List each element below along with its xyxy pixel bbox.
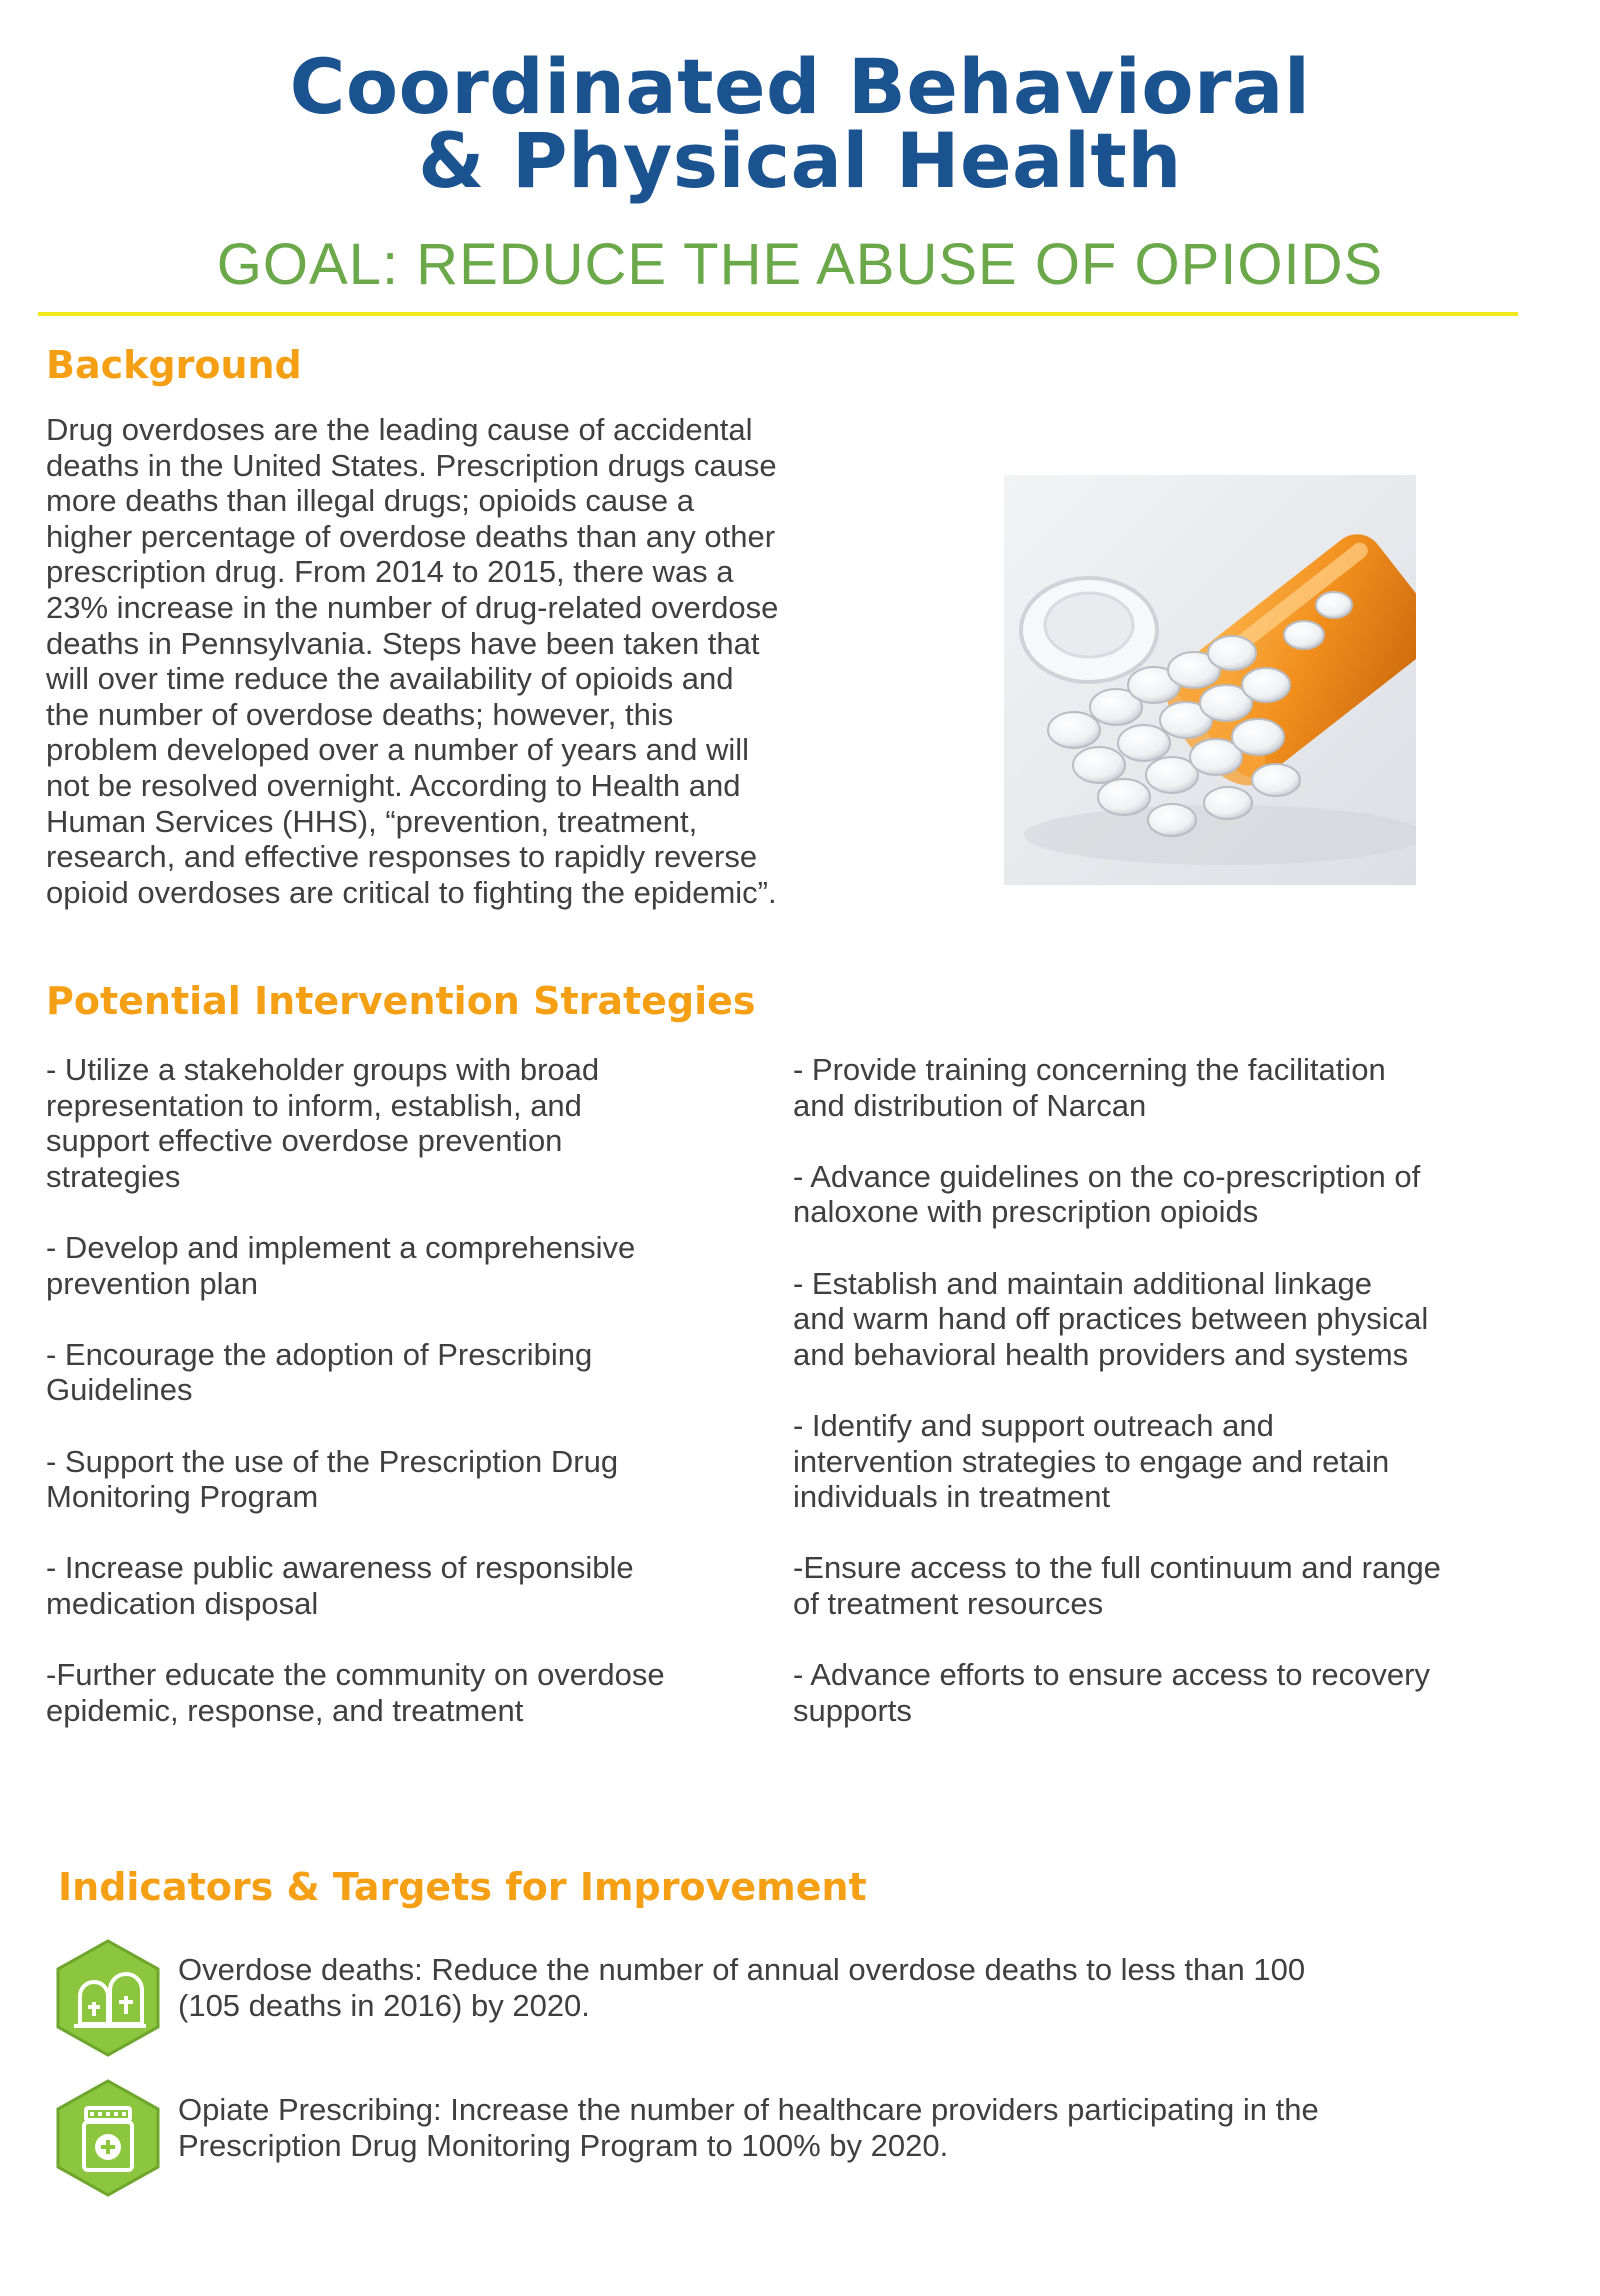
text-line: and behavioral health providers and systems <box>793 1336 1409 1372</box>
text-line: not be resolved overnight. According to Health and <box>46 767 741 803</box>
title-line-1: Coordinated Behavioral <box>289 42 1311 131</box>
text-line: support effective overdose prevention <box>46 1123 563 1159</box>
strategy-item <box>793 1408 1553 1515</box>
text-line: Overdose deaths: Reduce the number of annual overdose deaths to less than 100 <box>178 1952 1306 1987</box>
text-line: and distribution of Narcan <box>793 1087 1147 1123</box>
text-line: - Establish and maintain additional linkage <box>793 1265 1373 1301</box>
strategy-item <box>46 1444 776 1515</box>
text-line: deaths in the United States. Prescription drugs cause <box>46 447 777 483</box>
indicator-overdose-deaths <box>52 1938 1552 2058</box>
strategy-item <box>46 1657 776 1728</box>
text-line: supports <box>793 1692 912 1728</box>
strategy-item <box>46 1550 776 1621</box>
text-line: - Develop and implement a comprehensive <box>46 1229 636 1265</box>
text-line: the number of overdose deaths; however, this <box>46 696 674 732</box>
indicator-text <box>178 1952 1548 2023</box>
text-line: 23% increase in the number of drug-related overdose <box>46 589 779 625</box>
text-line: intervention strategies to engage and retain <box>793 1443 1390 1479</box>
strategy-item <box>46 1337 776 1408</box>
pill-bottle-icon <box>52 2078 164 2198</box>
text-line: - Identify and support outreach and <box>793 1407 1274 1443</box>
strategies-left-list <box>46 1052 776 1764</box>
text-line: will over time reduce the availability of opioids and <box>46 661 734 697</box>
text-line: Human Services (HHS), “prevention, treatment, <box>46 803 698 839</box>
strategies-heading: Potential Intervention Strategies <box>46 979 756 1023</box>
text-line: opioid overdoses are critical to fighting the epidemic”. <box>46 874 777 910</box>
text-line: strategies <box>46 1158 181 1194</box>
text-line: research, and effective responses to rapidly reverse <box>46 839 758 875</box>
indicators-heading: Indicators & Targets for Improvement <box>58 1865 867 1909</box>
text-line: Opiate Prescribing: Increase the number of healthcare providers participating in the <box>178 2092 1319 2127</box>
goal-subtitle: GOAL: REDUCE THE ABUSE OF OPIOIDS <box>216 232 1384 297</box>
pill-bottle-photo <box>1004 475 1416 885</box>
spilled-pills-image <box>1004 475 1416 885</box>
strategy-item <box>793 1657 1553 1728</box>
strategy-item <box>46 1052 776 1194</box>
text-line: Monitoring Program <box>46 1479 319 1515</box>
indicator-text <box>178 2092 1548 2163</box>
strategy-item <box>793 1266 1553 1373</box>
text-line: and warm hand off practices between physical <box>793 1301 1429 1337</box>
text-line: prescription drug. From 2014 to 2015, there was a <box>46 554 734 590</box>
text-line: medication disposal <box>46 1585 319 1621</box>
text-line: -Further educate the community on overdose <box>46 1657 665 1693</box>
text-line: more deaths than illegal drugs; opioids cause a <box>46 483 694 519</box>
strategy-item <box>46 1230 776 1301</box>
text-line: problem developed over a number of years and will <box>46 732 750 768</box>
title-line-2: & Physical Health <box>418 116 1182 205</box>
text-line: - Support the use of the Prescription Drug <box>46 1443 619 1479</box>
indicator-opiate-prescribing <box>52 2078 1552 2198</box>
text-line: epidemic, response, and treatment <box>46 1692 524 1728</box>
text-line: - Advance efforts to ensure access to recovery <box>793 1657 1430 1693</box>
strategy-item <box>793 1550 1553 1621</box>
gravestones-icon <box>52 1938 164 2058</box>
text-line: naloxone with prescription opioids <box>793 1194 1259 1230</box>
strategy-item <box>793 1159 1553 1230</box>
page-title <box>0 42 1600 205</box>
text-line: - Utilize a stakeholder groups with broad <box>46 1052 600 1087</box>
text-line: individuals in treatment <box>793 1479 1111 1515</box>
background-paragraph <box>46 412 926 910</box>
text-line: deaths in Pennsylvania. Steps have been taken that <box>46 625 760 661</box>
text-line: of treatment resources <box>793 1585 1104 1621</box>
text-line: prevention plan <box>46 1265 258 1301</box>
text-line: Prescription Drug Monitoring Program to 100% by 2020. <box>178 2127 949 2163</box>
strategy-item <box>793 1052 1553 1123</box>
text-line: higher percentage of overdose deaths than any other <box>46 518 776 554</box>
text-line: representation to inform, establish, and <box>46 1087 582 1123</box>
text-line: - Provide training concerning the facilitation <box>793 1052 1386 1087</box>
background-heading: Background <box>46 343 302 387</box>
text-line: Guidelines <box>46 1372 193 1408</box>
text-line: - Advance guidelines on the co-prescription of <box>793 1158 1421 1194</box>
text-line: - Increase public awareness of responsible <box>46 1550 634 1586</box>
text-line: - Encourage the adoption of Prescribing <box>46 1336 593 1372</box>
strategies-right-list <box>793 1052 1553 1764</box>
text-line: (105 deaths in 2016) by 2020. <box>178 1987 590 2023</box>
yellow-divider <box>38 312 1518 316</box>
text-line: Drug overdoses are the leading cause of accidental <box>46 412 753 447</box>
text-line: -Ensure access to the full continuum and range <box>793 1550 1441 1586</box>
